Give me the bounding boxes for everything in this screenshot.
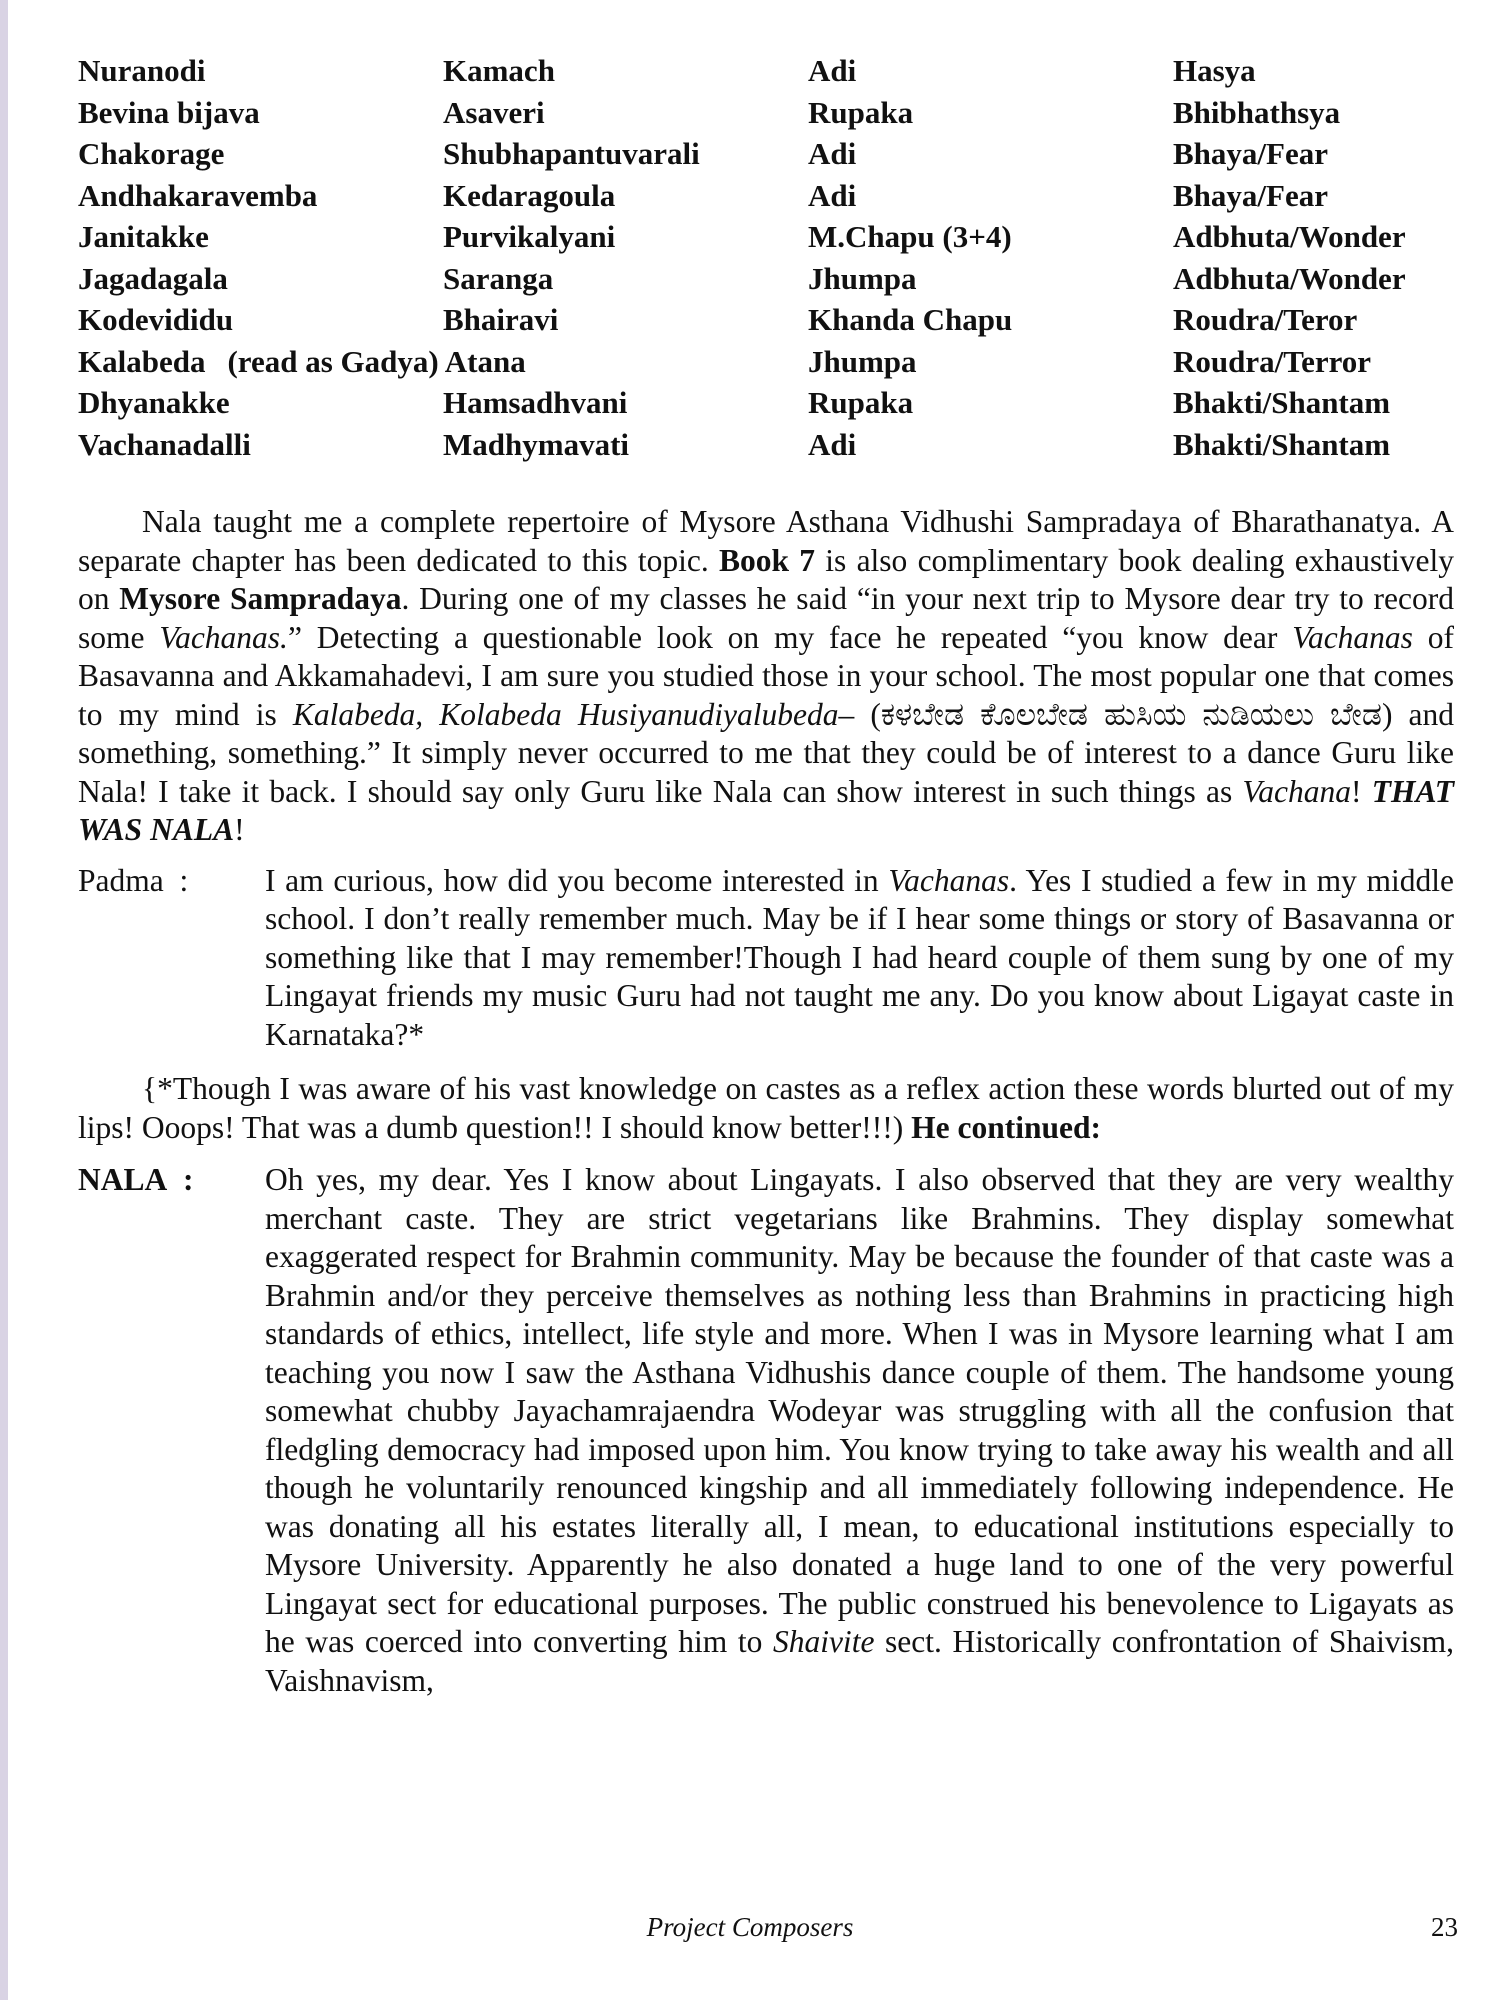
song-raga: Bhairavi [443,302,559,337]
table-row [78,133,1454,175]
paragraph-text: ! [1351,773,1372,809]
speaker-name: NALA [78,1162,168,1197]
nala-dialogue [78,1161,1454,1700]
song-tala: Adi [808,53,857,88]
table-row [78,382,1454,424]
song-name-and-raga [78,341,808,383]
song-name: Vachanadalli [78,426,251,462]
bold-text: He continued: [911,1109,1102,1145]
song-name: Janitakke [78,219,209,254]
italic-text: Vachanas [888,862,1010,898]
table-row [78,258,1454,300]
song-rasa: Roudra/Teror [1173,302,1358,337]
paragraph-text: ” Detecting a questionable look on my face he repeated “you know dear [287,619,1293,655]
italic-text: Kalabeda, Kolabeda Husiyanudiyalubeda– [292,696,855,732]
song-name: Chakorage [78,136,225,171]
song-tala: Adi [808,177,857,213]
song-raga: Madhymavati [443,426,629,462]
paragraph-text: {*Though I was aware of his vast knowledge on castes as a reflex action these words blurted out of my lips! Ooops! That was a dumb question!! I should know better!!!) [78,1071,1454,1145]
paragraph-text: (ಕಳಬೇಡ ಕೊಲಬೇಡ ಹುಸಿಯ ನುಡಿಯಲು ಬೇಡ) and something, something.” It simply never occurred to me that they could be of interest to a dance Guru like Nala! I take it back. I should say only Guru like Nala can show interest in such things as [78,696,1454,809]
italic-text: Vachanas [1292,619,1413,655]
song-rasa: Roudra/Terror [1173,343,1372,379]
song-raga: Purvikalyani [443,219,616,254]
dialogue-span: . Yes I studied a few in my middle school. I don’t really remember much. May be if I hear some things or story of Basavanna or something like that I may remember!Though I had heard couple of them sung by one of my Lingayat friends my music Guru had not taught me any. Do you know about Ligayat caste in Karnataka?* [265,862,1454,1052]
page-content [78,50,1454,1700]
song-rasa: Adbhuta/Wonder [1173,219,1406,254]
song-raga: Saranga [443,260,554,296]
speaker-separator: : [179,862,189,898]
speaker-name: Padma [78,862,164,898]
intro-paragraph [78,503,1454,850]
song-raga: Kamach [443,53,555,88]
dialogue-span: sect. Historically confrontation of Shaivism, Vaishnavism, [265,1624,1454,1698]
song-tala: Khanda Chapu [808,302,1013,337]
song-tala: Adi [808,426,857,462]
song-name: Nuranodi [78,53,206,88]
italic-text: Shaivite [772,1624,875,1659]
song-name: Kodevididu [78,302,234,337]
italic-text: Vachana [1242,773,1351,809]
paragraph-text: is also complimentary book dealing exhaustively on [78,542,1454,616]
song-rasa: Bhaya/Fear [1173,136,1328,171]
table-row [78,175,1454,217]
table-row [78,216,1454,258]
song-tala: M.Chapu (3+4) [808,219,1012,254]
paragraph-text: . During one of my classes he said “in your next trip to Mysore dear try to record some [78,581,1454,655]
table-row [78,341,1454,383]
song-name: Andhakaravemba [78,177,318,213]
song-name: Bevina bijava [78,94,260,130]
bold-text: Mysore Sampradaya [119,581,402,616]
song-name: Kalabeda [78,343,206,379]
table-row [78,299,1454,341]
song-tala: Adi [808,136,857,171]
bold-italic-text: THAT WAS NALA [78,773,1454,847]
song-tala: Jhumpa [808,343,917,379]
song-raga: (read as Gadya) Atana [227,343,526,379]
song-raga: Kedaragoula [443,177,616,213]
table-row [78,50,1454,92]
aside-paragraph [78,1070,1454,1147]
song-raga: Asaveri [443,94,545,130]
italic-text: Vachanas. [159,619,288,655]
dialogue-text [265,862,1454,1055]
song-rasa: Bhakti/Shantam [1173,426,1391,462]
song-raga: Hamsadhvani [443,385,628,420]
speaker-separator: : [183,1162,194,1197]
table-row [78,424,1454,466]
song-tala: Rupaka [808,385,914,420]
song-raga: Shubhapantuvarali [443,136,700,171]
dialogue-text [265,1161,1454,1700]
song-rasa: Bhibhathsya [1173,94,1341,130]
dialogue-span: I am curious, how did you become interested in [265,862,889,898]
song-tala: Jhumpa [808,260,917,296]
paragraph-text: ! [234,812,245,847]
song-rasa: Hasya [1173,53,1256,88]
paragraph-text: Nala taught me a complete repertoire of Mysore Asthana Vidhushi Sampradaya of Bharathanatya. A separate chapter has been dedicated to this topic. [78,504,1454,578]
padma-dialogue [78,862,1454,1055]
song-rasa: Adbhuta/Wonder [1173,260,1406,296]
song-rasa: Bhakti/Shantam [1173,385,1391,420]
repertoire-table [78,50,1454,465]
song-name: Jagadagala [78,260,228,296]
table-row [78,92,1454,134]
speaker-label [78,862,265,1055]
page-number: 23 [1431,1912,1458,1942]
speaker-label [78,1161,265,1700]
footer-title: Project Composers [646,1912,854,1942]
bold-text: Book 7 [718,542,816,578]
song-tala: Rupaka [808,94,914,130]
dialogue-span: Oh yes, my dear. Yes I know about Lingayats. I also observed that they are very wealthy merchant caste. They are strict vegetarians like Brahmins. They display somewhat exaggerated respect for Brahmin community. May be because the founder of that caste was a Brahmin and/or they perceive themselves as nothing less than Brahmins in practicing high standards of ethics, intellect, life style and more. When I was in Mysore learning what I am teaching you now I saw the Asthana Vidhushis dance couple of them. The handsome young somewhat chubby Jayachamrajaendra Wodeyar was struggling with all the confusion that fledgling democracy had imposed upon him. You know trying to take away his wealth and all though he voluntarily renounced kingship and all immediately following independence. He was donating all his estates literally all, I mean, to educational institutions especially to Mysore University. Apparently he also donated a huge land to one of the very powerful Lingayat sect for educational purposes. The public construed his benevolence to Ligayats as he was coerced into converting him to [265,1162,1454,1659]
song-name: Dhyanakke [78,385,230,420]
scan-edge-shadow [0,0,8,2000]
song-rasa: Bhaya/Fear [1173,177,1328,213]
paragraph-text: of Basavanna and Akkamahadevi, I am sure you studied those in your school. The most popular one that comes to my mind is [78,619,1454,732]
